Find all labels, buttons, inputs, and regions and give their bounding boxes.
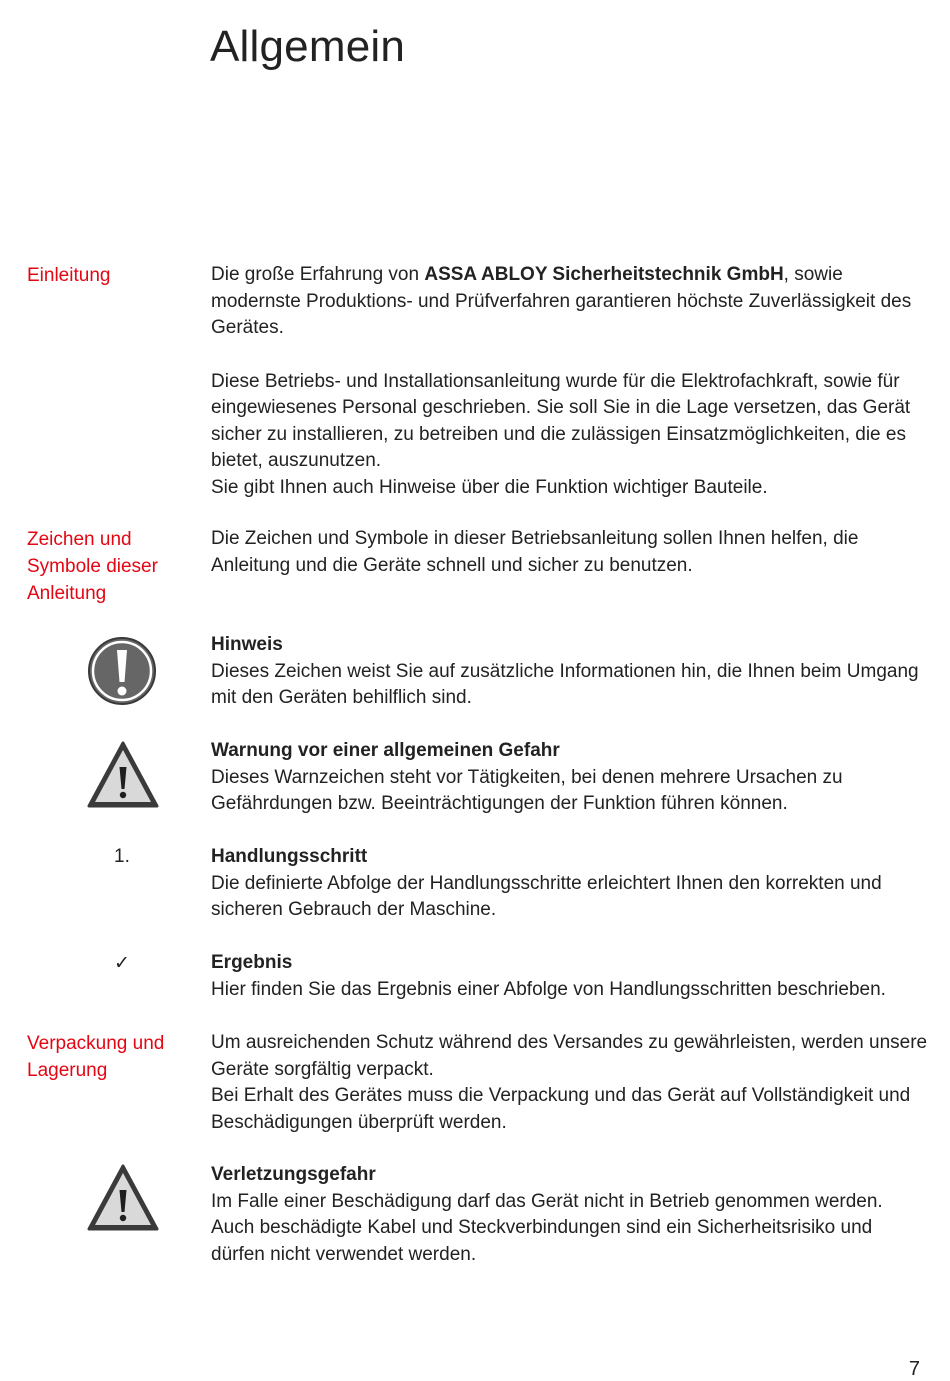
- step-title: Handlungsschritt: [211, 846, 368, 867]
- hinweis-text: Dieses Zeichen weist Sie auf zusätzliche Informationen hin, die Ihnen beim Umgang mit den Geräten behilflich sind.: [211, 660, 919, 708]
- hinweis-title: Hinweis: [211, 634, 283, 655]
- warnung-text: Dieses Warnzeichen steht vor Tätigkeiten, bei denen mehrere Ursachen zu Gefährdungen bzw. Beeinträchtigungen der Funktion führen können.: [211, 766, 843, 814]
- section-label-zeichen: Zeichen und Symbole dieser Anleitung: [27, 529, 158, 604]
- section-label-verpackung: Verpackung und Lagerung: [27, 1033, 165, 1081]
- verpackung-body: [211, 1030, 931, 1136]
- warnung-title: Warnung vor einer allgemeinen Gefahr: [211, 740, 560, 761]
- verletzung-text-2: Auch beschädigte Kabel und Steckverbindungen sind ein Sicherheitsrisiko und dürfen nicht verwendet werden.: [211, 1217, 873, 1265]
- warning-triangle-icon: [86, 740, 160, 815]
- step-number: 1.: [114, 846, 130, 867]
- section-label-einleitung: Einleitung: [27, 265, 111, 286]
- einleitung-paragraph-1: Die große Erfahrung von ASSA ABLOY Sicherheitstechnik GmbH, sowie modernste Produktions- und Prüfverfahren garantieren höchste Zuverlässigkeit des Gerätes.: [211, 264, 912, 338]
- step-text: Die definierte Abfolge der Handlungsschritte erleichtert Ihnen den korrekten und sicheren Gebrauch der Maschine.: [211, 872, 882, 920]
- verpackung-paragraph-1: Um ausreichenden Schutz während des Versandes zu gewährleisten, werden unsere Geräte sorgfältig verpackt.: [211, 1032, 928, 1080]
- einleitung-body: [211, 262, 931, 501]
- verletzungsgefahr-block: [211, 1162, 931, 1268]
- verletzung-text-1: Im Falle einer Beschädigung darf das Gerät nicht in Betrieb genommen werden.: [211, 1190, 883, 1212]
- result-title: Ergebnis: [211, 952, 293, 973]
- result-text: Hier finden Sie das Ergebnis einer Abfolge von Handlungsschritten beschrieben.: [211, 978, 886, 1000]
- einleitung-paragraph-2: Diese Betriebs- und Installationsanleitung wurde für die Elektrofachkraft, sowie für eingewiesenes Personal geschrieben. Sie soll Sie in die Lage versetzen, das Gerät sicher zu installieren, zu betreiben und die zulässigen Einsatzmöglichkeiten, die es bietet, auszunutzen.: [211, 370, 911, 471]
- handlungsschritt-block: [211, 844, 931, 924]
- page-number: 7: [908, 1358, 920, 1380]
- warnung-block: [211, 738, 931, 818]
- exclamation-circle-icon: [87, 636, 157, 711]
- ergebnis-block: [211, 950, 931, 1003]
- verletzung-title: Verletzungsgefahr: [211, 1164, 376, 1185]
- warning-triangle-icon: [86, 1163, 160, 1238]
- zeichen-intro: Die Zeichen und Symbole in dieser Betriebsanleitung sollen Ihnen helfen, die Anleitung und die Geräte schnell und sicher zu benutzen.: [211, 528, 859, 576]
- page-title: Allgemein: [210, 22, 406, 71]
- verpackung-paragraph-2: Bei Erhalt des Gerätes muss die Verpackung und das Gerät auf Vollständigkeit und Beschädigungen überprüft werden.: [211, 1085, 911, 1133]
- hinweis-block: [211, 632, 931, 712]
- checkmark-icon: ✓: [114, 952, 130, 974]
- einleitung-paragraph-3: Sie gibt Ihnen auch Hinweise über die Funktion wichtiger Bauteile.: [211, 476, 768, 498]
- company-name: ASSA ABLOY Sicherheitstechnik GmbH: [424, 264, 784, 285]
